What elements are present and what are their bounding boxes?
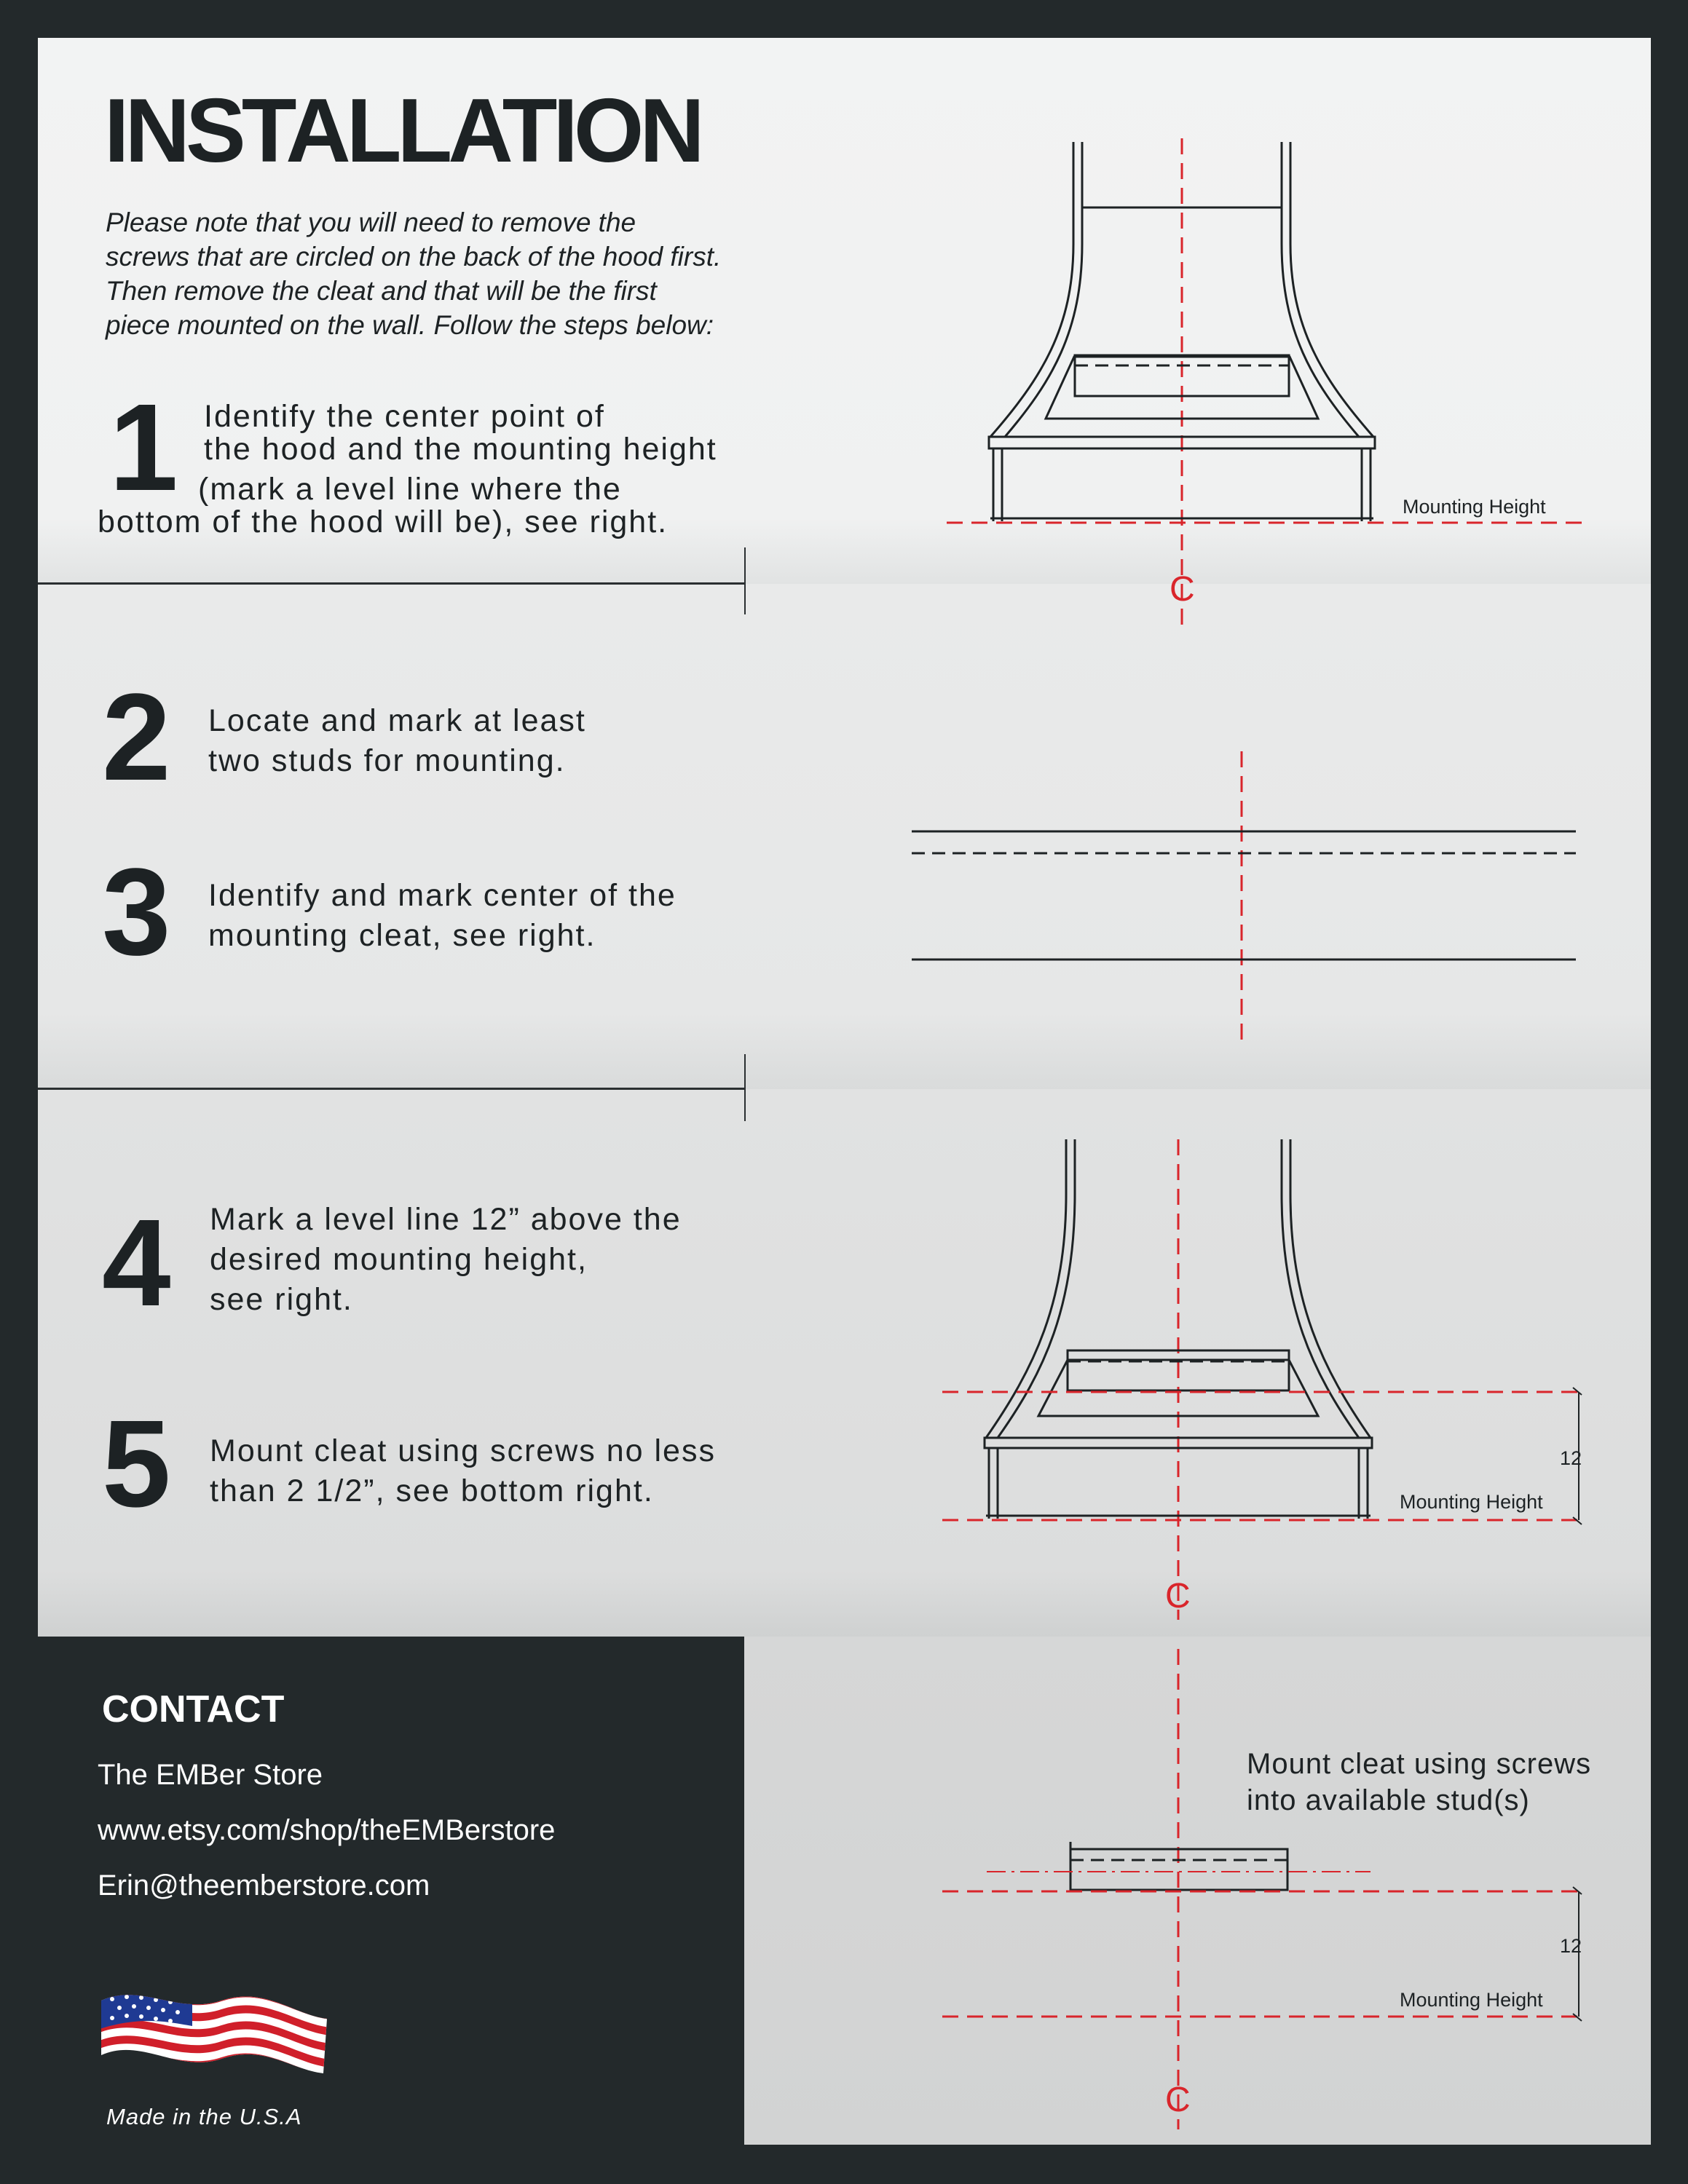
page-title: INSTALLATION — [104, 81, 701, 181]
step-1-line-2: the hood and the mounting height — [204, 432, 717, 467]
made-in-usa-label: Made in the U.S.A — [106, 2104, 302, 2129]
step-4-number: 4 — [102, 1194, 168, 1332]
step-5-number: 5 — [102, 1395, 168, 1533]
hood-2-dimension-label: 12 — [1560, 1447, 1582, 1469]
hood-2-mounting-height-label: Mounting Height — [1400, 1491, 1543, 1513]
hood-1-left-outer — [990, 142, 1073, 437]
step-1-line-1: Identify the center point of — [204, 399, 605, 434]
cleat-mounted-mounting-height-label: Mounting Height — [1400, 1989, 1543, 2011]
cleat-mounted-diagram — [942, 1649, 1582, 2129]
step-4-line-3: see right. — [210, 1282, 353, 1317]
hood-diagram-1 — [947, 138, 1584, 630]
step-3-number: 3 — [102, 843, 168, 981]
step-5-line-1: Mount cleat using screws no less — [210, 1433, 716, 1468]
hood-2-center-mark: C — [1165, 1577, 1191, 1615]
step-1-line-4: bottom of the hood will be), see right. — [98, 505, 669, 539]
step-3-line-2: mounting cleat, see right. — [208, 918, 596, 953]
hood-1-center-mark: C — [1170, 570, 1195, 609]
step-2-number: 2 — [102, 668, 168, 807]
step-5-line-2: than 2 1/2”, see bottom right. — [210, 1473, 654, 1508]
cleat-mounted-dimension-label: 12 — [1560, 1935, 1582, 1957]
cleat-note — [1247, 1746, 1640, 1819]
step-4-line-1: Mark a level line 12” above the — [210, 1202, 682, 1237]
cleat-note-line-1: Mount cleat using screws — [1247, 1748, 1592, 1780]
intro-note: Please note that you will need to remove the screws that are circled on the back of the hood first. Then remove the cleat and that will be the first piece mounted on the wall. Follow the steps below: — [106, 207, 722, 340]
hood-1-mounting-height-label: Mounting Height — [1403, 496, 1546, 518]
step-4-line-2: desired mounting height, — [210, 1242, 588, 1277]
cleat-mounted-center-mark: C — [1165, 2081, 1191, 2119]
contact-website[interactable]: www.etsy.com/shop/theEMBerstore — [98, 1814, 556, 1846]
step-1-line-3: (mark a level line where the — [198, 472, 622, 507]
contact-email[interactable]: Erin@theemberstore.com — [98, 1870, 430, 1902]
cleat-note-line-2: into available stud(s) — [1247, 1784, 1530, 1816]
step-3-line-1: Identify and mark center of the — [208, 878, 677, 913]
hood-1-right-outer — [1290, 142, 1373, 437]
contact-store: The EMBer Store — [98, 1759, 323, 1791]
contact-title: CONTACT — [102, 1688, 285, 1730]
cleat-center-diagram — [912, 751, 1576, 1041]
hood-diagram-2 — [942, 1139, 1582, 1620]
usa-flag-icon — [98, 1986, 331, 2095]
step-1-number: 1 — [109, 379, 175, 517]
hood-2-left-inner — [998, 1139, 1075, 1438]
step-2-line-1: Locate and mark at least — [208, 703, 586, 738]
step-2-line-2: two studs for mounting. — [208, 743, 566, 778]
